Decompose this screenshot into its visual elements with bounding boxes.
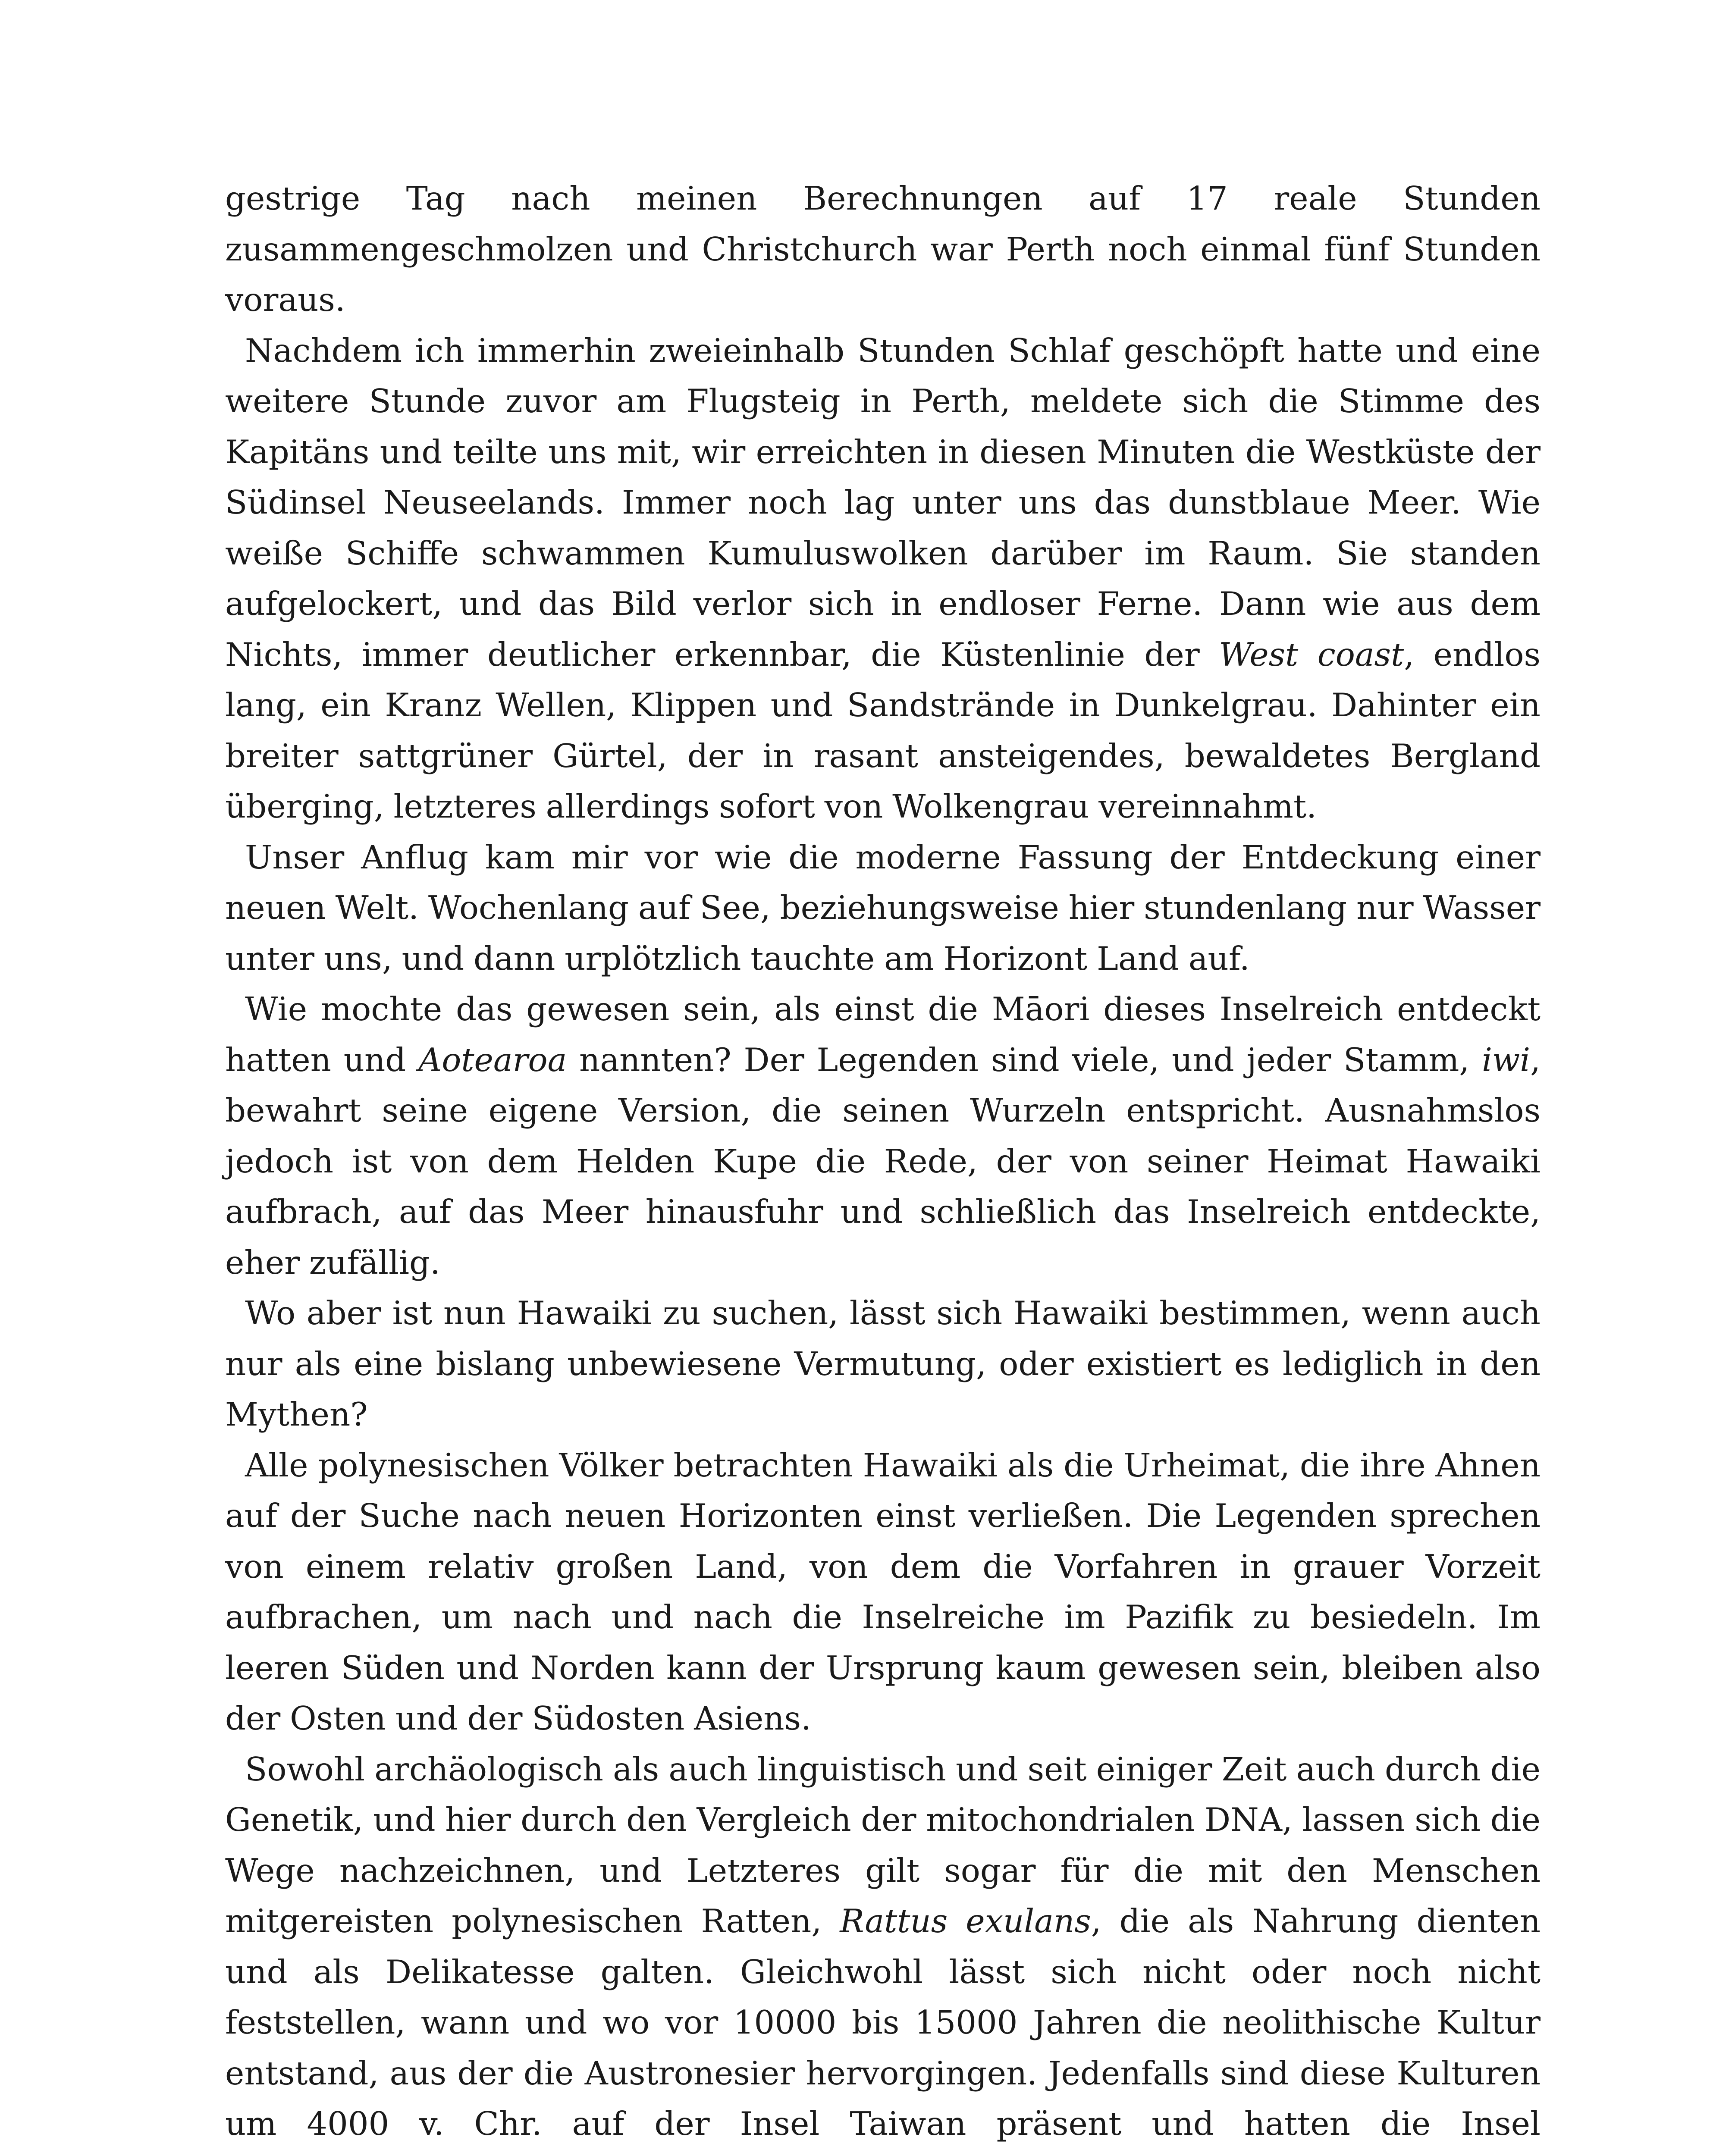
italic-text: West coast [1219, 635, 1404, 674]
paragraph [225, 1744, 1541, 2156]
text-run: Sowohl archäologisch als auch linguistisch und seit einiger Zeit auch durch die Genetik, und hier durch den Vergleich der mitochondrialen DNA, lassen sich die Wege nachzeichnen, und Letzteres gilt sogar für die mit den Menschen mitgereisten polynesischen Ratten, [225, 1750, 1541, 1940]
paragraph [225, 984, 1541, 1288]
text-run: Alle polynesischen Völker betrachten Hawaiki als die Urheimat, die ihre Ahnen auf der Suche nach neuen Horizonten einst verließen. Die Legenden sprechen von einem relativ großen Land, von dem die Vorfahren in grauer Vorzeit aufbrachen, um nach und nach die Inselreiche im Pazifik zu besiedeln. Im leeren Süden und Norden kann der Ursprung kaum gewesen sein, bleiben also der Osten und der Südosten Asiens. [225, 1446, 1541, 1737]
paragraph [225, 173, 1541, 326]
italic-text: iwi [1482, 1040, 1531, 1079]
text-run: , bewahrt seine eigene Version, die seinen Wurzeln entspricht. Ausnahmslos jedoch ist von dem Helden Kupe die Rede, der von seiner Heimat Hawaiki aufbrach, auf das Meer hinausfuhr und schließlich das Inselreich entdeckte, eher zufällig. [225, 1040, 1541, 1282]
paragraph [225, 1288, 1541, 1440]
text-run: gestrige Tag nach meinen Berechnungen auf 17 reale Stunden zusammengeschmolzen und Christchurch war Perth noch einmal fünf Stunden voraus. [225, 179, 1541, 319]
text-run: , die als Nahrung dienten und als Delikatesse galten. Gleichwohl lässt sich nicht oder noch nicht feststellen, wann und wo vor 10000 bis 15000 Jahren die neolithische Kultur entstand, aus der die Austronesier hervorgingen. Jedenfalls sind diese Kulturen um 4000 v. Chr. auf der Insel Taiwan präsent und hatten die Insel [225, 1902, 1541, 2143]
paragraph [225, 832, 1541, 984]
text-run: nannten? Der Legenden sind viele, und jeder Stamm, [567, 1040, 1482, 1079]
body-text [225, 173, 1541, 2156]
italic-text: Aotearoa [418, 1040, 567, 1079]
text-run: Wie mochte das gewesen sein, als einst die Māori dieses Inselreich entdeckt hatten und [225, 990, 1541, 1079]
text-run: Wo aber ist nun Hawaiki zu suchen, lässt sich Hawaiki bestimmen, wenn auch nur als eine bislang unbewiesene Vermutung, oder existiert es lediglich in den Mythen? [225, 1294, 1541, 1433]
paragraph [225, 326, 1541, 832]
paragraph [225, 1440, 1541, 1744]
italic-text: Rattus exulans [840, 1902, 1091, 1940]
text-run: Nachdem ich immerhin zweieinhalb Stunden Schlaf geschöpft hatte und eine weitere Stunde zuvor am Flugsteig in Perth, meldete sich die Stimme des Kapitäns und teilte uns mit, wir erreichten in diesen Minuten die Westküste der Südinsel Neuseelands. Immer noch lag unter uns das dunstblaue Meer. Wie weiße Schiffe schwammen Kumuluswolken darüber im Raum. Sie standen aufgelockert, und das Bild verlor sich in endloser Ferne. Dann wie aus dem Nichts, immer deutlicher erkennbar, die Küstenlinie der [225, 331, 1541, 674]
text-run: , endlos lang, ein Kranz Wellen, Klippen und Sandstrände in Dunkelgrau. Dahinter ein breiter sattgrüner Gürtel, der in rasant ansteigendes, bewaldetes Bergland überging, letzteres allerdings sofort von Wolkengrau vereinnahmt. [225, 635, 1541, 825]
text-run: Unser Anflug kam mir vor wie die moderne Fassung der Entdeckung einer neuen Welt. Wochenlang auf See, beziehungsweise hier stundenlang nur Wasser unter uns, und dann urplötzlich tauchte am Horizont Land auf. [225, 838, 1541, 978]
